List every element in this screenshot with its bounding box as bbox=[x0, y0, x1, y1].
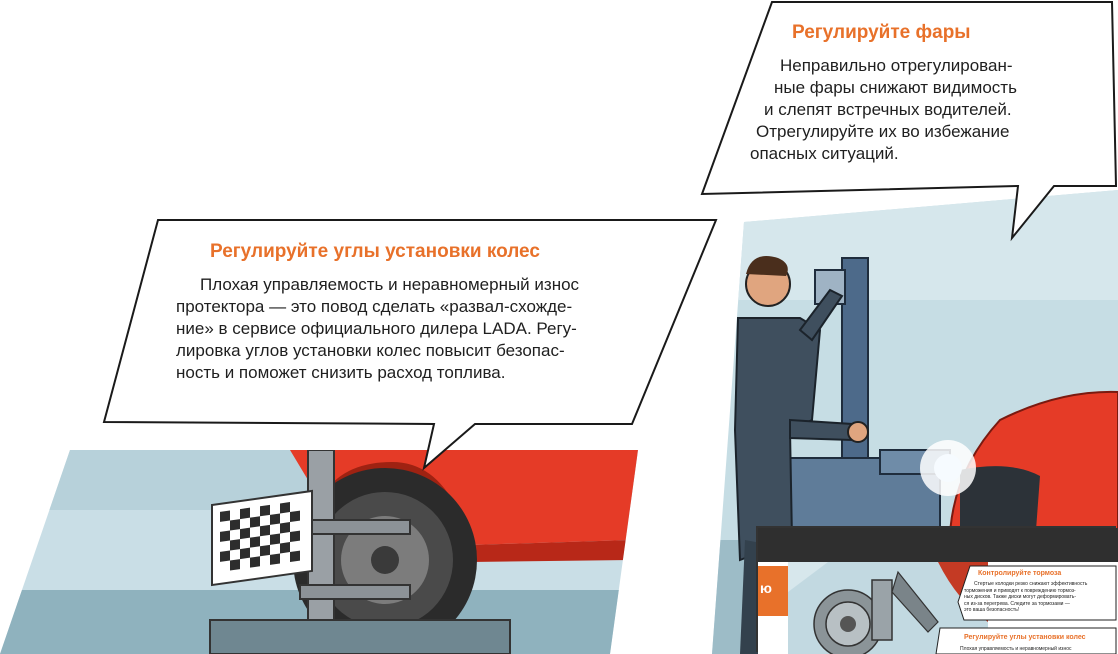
headlights-text-line: ные фары снижают видимость bbox=[774, 78, 1017, 97]
inset-page-thumbnail bbox=[758, 528, 1118, 654]
inset-brakes-line: ся из-за перегрева. Следите за тормозами — bbox=[964, 600, 1070, 607]
wheels-text-line: ние» в сервисе официального дилера LADA. Регу- bbox=[176, 319, 577, 338]
inset-wheels-title: Регулируйте углы установки колес bbox=[964, 634, 1086, 641]
wheels-text-line: Плохая управляемость и неравномерный износ bbox=[200, 275, 580, 294]
inset-brakes-line: Стертые колодки резко снижают эффективность bbox=[974, 581, 1088, 587]
wheels-bubble-title: Регулируйте углы установки колес bbox=[210, 241, 540, 262]
wheels-text-line: ность и поможет снизить расход топлива. bbox=[176, 363, 506, 382]
inset-wheels-line: Плохая управляемость и неравномерный износ bbox=[960, 646, 1072, 652]
inset-brakes-line: ных дисков. Также диски могут деформировать- bbox=[964, 594, 1077, 600]
wheels-text-line: протектора — это повод сделать «развал-схожде- bbox=[176, 297, 573, 316]
inset-edge-label: ю bbox=[760, 580, 772, 596]
inset-brakes-line: торможения и приводят к повреждению тормоз- bbox=[964, 587, 1076, 594]
headlights-text-line: Неправильно отрегулирован- bbox=[780, 56, 1013, 75]
inset-brakes-text bbox=[964, 581, 1087, 614]
inset-wheels-text bbox=[960, 646, 1071, 653]
wheels-text-line: лировка углов установки колес повысит безопас- bbox=[176, 341, 565, 360]
headlights-bubble-title: Регулируйте фары bbox=[792, 22, 971, 43]
headlights-text-line: Отрегулируйте их во избежание bbox=[756, 122, 1010, 141]
headlights-bubble-text bbox=[750, 55, 1080, 165]
headlights-text-line: опасных ситуаций. bbox=[750, 144, 899, 163]
inset-brakes-line: это ваша безопасность! bbox=[964, 607, 1020, 613]
inset-brakes-title: Контролируйте тормоза bbox=[978, 570, 1062, 577]
headlights-text-line: и слепят встречных водителей. bbox=[764, 100, 1012, 119]
